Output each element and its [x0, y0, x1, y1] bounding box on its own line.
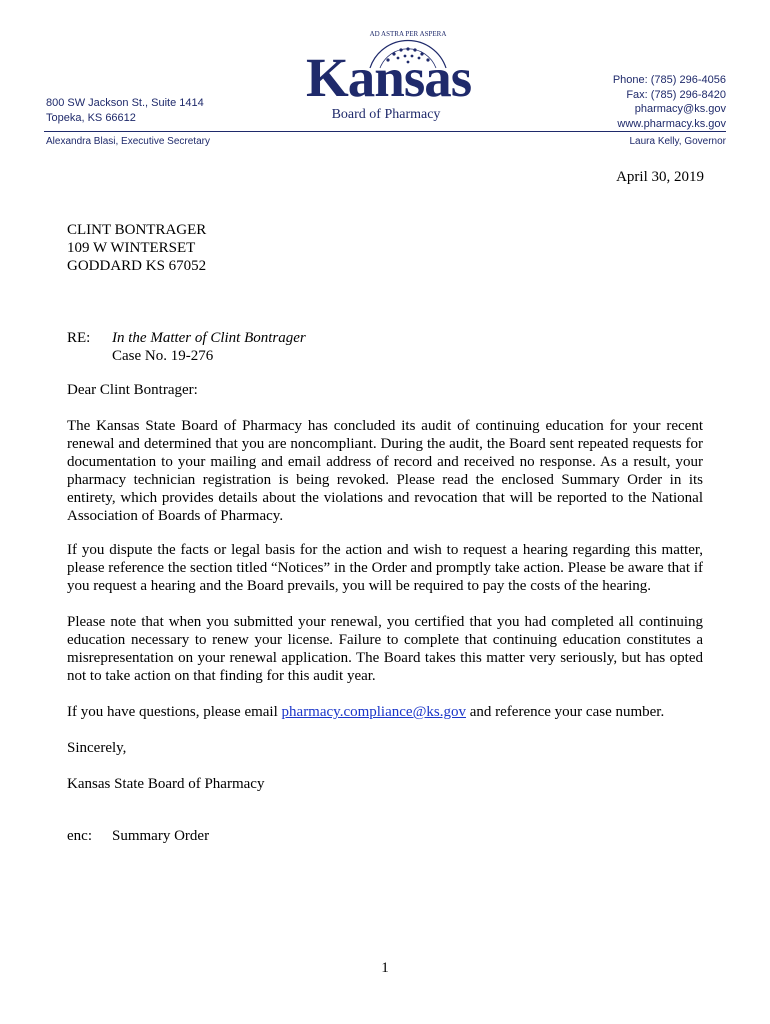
- paragraph-4: [67, 703, 703, 721]
- address-line-1: 800 SW Jackson St., Suite 1414: [46, 97, 204, 109]
- kansas-logo: [306, 30, 472, 126]
- re-label: RE:: [67, 330, 91, 346]
- enc-value: Summary Order: [112, 828, 210, 844]
- paragraph-4-before: If you have questions, please email: [67, 704, 282, 720]
- seal-motto: AD ASTRA PER ASPERA: [369, 30, 447, 38]
- paragraph-2-text: If you dispute the facts or legal basis for the action and wish to request a hearing regarding this matter, please reference the section titled “Notices” in the Order and promptly take action. Please be aware that if you request a hearing and the Board prevails, you will be required to pay the costs of the hearing.: [67, 542, 703, 594]
- letterhead-contact: [613, 73, 726, 131]
- paragraph-2: [67, 541, 703, 595]
- paragraph-1: [67, 417, 703, 525]
- case-number: Case No. 19-276: [112, 348, 214, 364]
- executive-secretary: Alexandra Blasi, Executive Secretary: [46, 136, 210, 147]
- enclosure: [67, 828, 209, 845]
- re-title: In the Matter of Clint Bontrager: [112, 330, 306, 346]
- recipient-address: [67, 221, 206, 275]
- paragraph-3-text: Please note that when you submitted your renewal, you certified that you had completed all continuing education necessary to renew your license. Failure to complete that continuing education constitutes a misrepresentation on your renewal application. The Board takes this matter very seriously, but has opted not to take action on that finding for this audit year.: [67, 614, 703, 684]
- letterhead-divider: [44, 131, 726, 132]
- closing: Sincerely,: [67, 740, 127, 756]
- website-line: www.pharmacy.ks.gov: [617, 117, 726, 130]
- logo-subtitle: Board of Pharmacy: [331, 107, 441, 122]
- paragraph-3: [67, 613, 703, 685]
- salutation: Dear Clint Bontrager:: [67, 382, 198, 398]
- recipient-line: GODDARD KS 67052: [67, 258, 207, 274]
- page-number: 1: [381, 960, 389, 976]
- enc-label: enc:: [67, 828, 92, 844]
- letter-date: April 30, 2019: [616, 169, 704, 185]
- compliance-email-link[interactable]: pharmacy.compliance@ks.gov: [281, 704, 466, 720]
- paragraph-1-text: The Kansas State Board of Pharmacy has concluded its audit of continuing education for your recent renewal and determined that you are noncompliant. During the audit, the Board sent repeated requests for documentation to your mailing and email address of record and received no response. As a result, your pharmacy technician registration is being revoked. Please read the enclosed Summary Order in its entirety, which provides details about the violations and revocation that will be reported to the National Association of Boards of Pharmacy.: [67, 418, 703, 524]
- logo-word: Kansas: [306, 47, 472, 108]
- email-line: pharmacy@ks.gov: [634, 103, 726, 116]
- letterhead-address: [46, 96, 204, 126]
- reference-block: [67, 329, 306, 364]
- fax-line: Fax: (785) 296-8420: [626, 88, 726, 101]
- paragraph-4-after: and reference your case number.: [465, 704, 665, 720]
- address-line-2: Topeka, KS 66612: [46, 112, 136, 124]
- recipient-line: 109 W WINTERSET: [67, 240, 196, 256]
- phone-line: Phone: (785) 296-4056: [612, 74, 726, 86]
- governor: Laura Kelly, Governor: [629, 136, 726, 147]
- recipient-line: CLINT BONTRAGER: [67, 222, 207, 238]
- signature: Kansas State Board of Pharmacy: [67, 776, 265, 792]
